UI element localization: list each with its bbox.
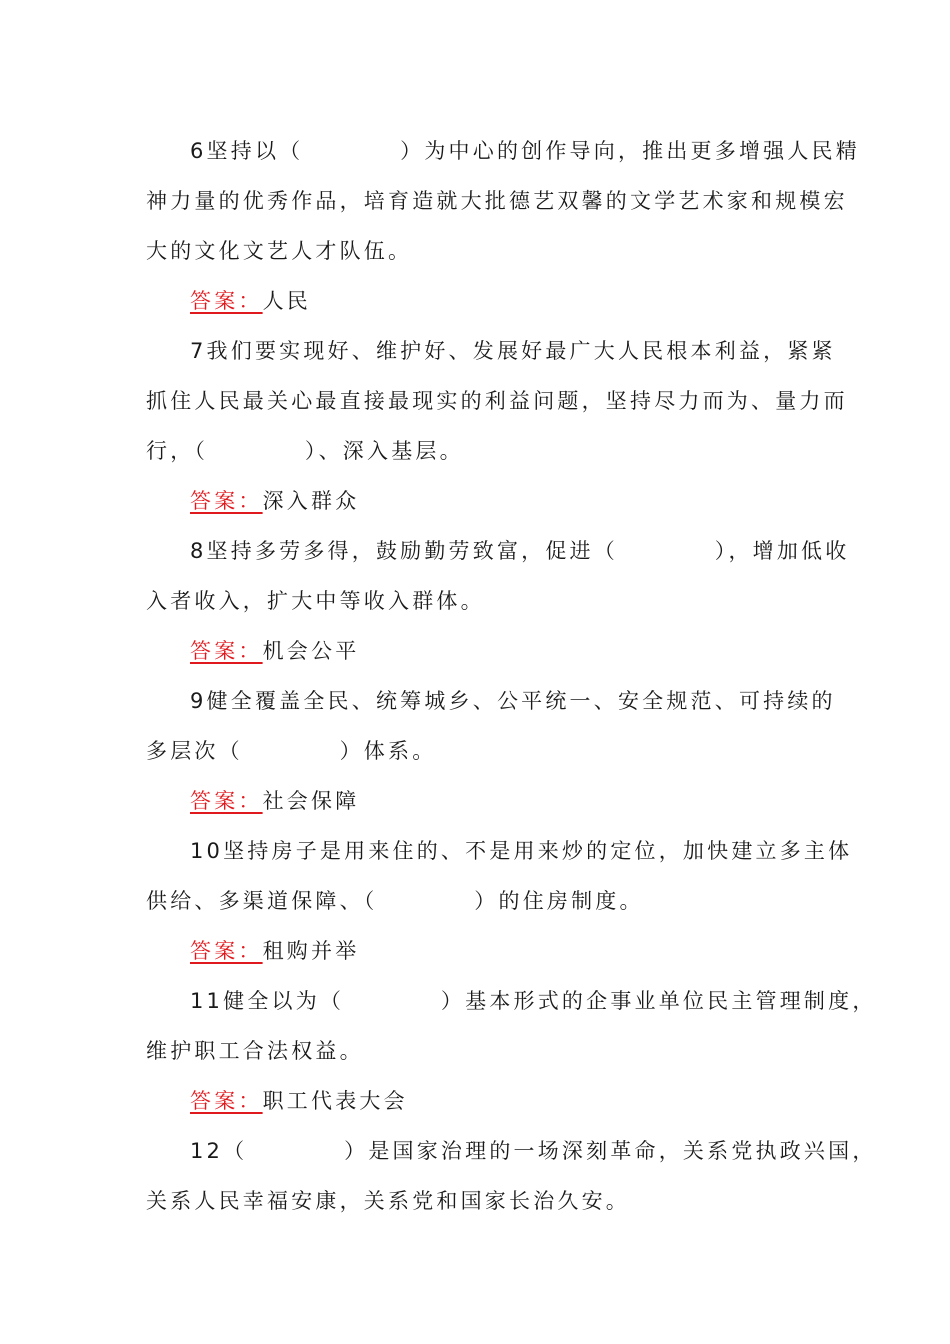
answer-label: 答案：: [190, 489, 263, 513]
answer-label: 答案：: [190, 289, 263, 313]
question-item: [146, 526, 850, 676]
answer-text: 社会保障: [262, 789, 360, 813]
question-line: 11健全以为（ ）基本形式的企事业单位民主管理制度，: [190, 989, 877, 1013]
question-line: 大的文化文艺人才队伍。: [146, 239, 413, 263]
question-item: [146, 126, 860, 326]
question-line: 12（ ）是国家治理的一场深刻革命，关系党执政兴国，: [190, 1139, 877, 1163]
answer-label: 答案：: [190, 639, 263, 663]
question-line: 7我们要实现好、维护好、发展好最广大人民根本利益，紧紧: [190, 339, 836, 363]
answer-text: 深入群众: [262, 489, 360, 513]
answer-line: [146, 776, 814, 826]
question-item: [146, 826, 853, 976]
answer-line: [146, 926, 814, 976]
question-item: [146, 976, 877, 1126]
question-list: [146, 126, 877, 1226]
answer-label: 答案：: [190, 1089, 263, 1113]
question-line: 入者收入，扩大中等收入群体。: [146, 589, 485, 613]
question-item: [146, 1126, 877, 1226]
question-item: [146, 326, 848, 526]
question-line: 抓住人民最关心最直接最现实的利益问题，坚持尽力而为、量力而: [146, 389, 848, 413]
answer-line: [146, 276, 814, 326]
answer-line: [146, 626, 814, 676]
question-line: 神力量的优秀作品，培育造就大批德艺双馨的文学艺术家和规模宏: [146, 189, 848, 213]
answer-text: 职工代表大会: [262, 1089, 408, 1113]
question-line: 维护职工合法权益。: [146, 1039, 364, 1063]
answer-line: [146, 476, 814, 526]
answer-text: 人民: [262, 289, 312, 313]
answer-label: 答案：: [190, 939, 263, 963]
question-item: [146, 676, 836, 826]
answer-text: 租购并举: [262, 939, 360, 963]
question-line: 9健全覆盖全民、统筹城乡、公平统一、安全规范、可持续的: [190, 689, 836, 713]
question-line: 供给、多渠道保障、（ ）的住房制度。: [146, 889, 644, 913]
question-line: 关系人民幸福安康，关系党和国家长治久安。: [146, 1189, 630, 1213]
question-line: 10坚持房子是用来住的、不是用来炒的定位，加快建立多主体: [190, 839, 853, 863]
answer-label: 答案：: [190, 789, 263, 813]
question-line: 6坚持以（ ）为中心的创作导向，推出更多增强人民精: [190, 139, 860, 163]
question-line: 多层次（ ）体系。: [146, 739, 437, 763]
question-line: 行，（ ）、深入基层。: [146, 439, 464, 463]
question-line: 8坚持多劳多得，鼓励勤劳致富，促进（ ），增加低收: [190, 539, 850, 563]
answer-line: [146, 1076, 814, 1126]
answer-text: 机会公平: [262, 639, 360, 663]
